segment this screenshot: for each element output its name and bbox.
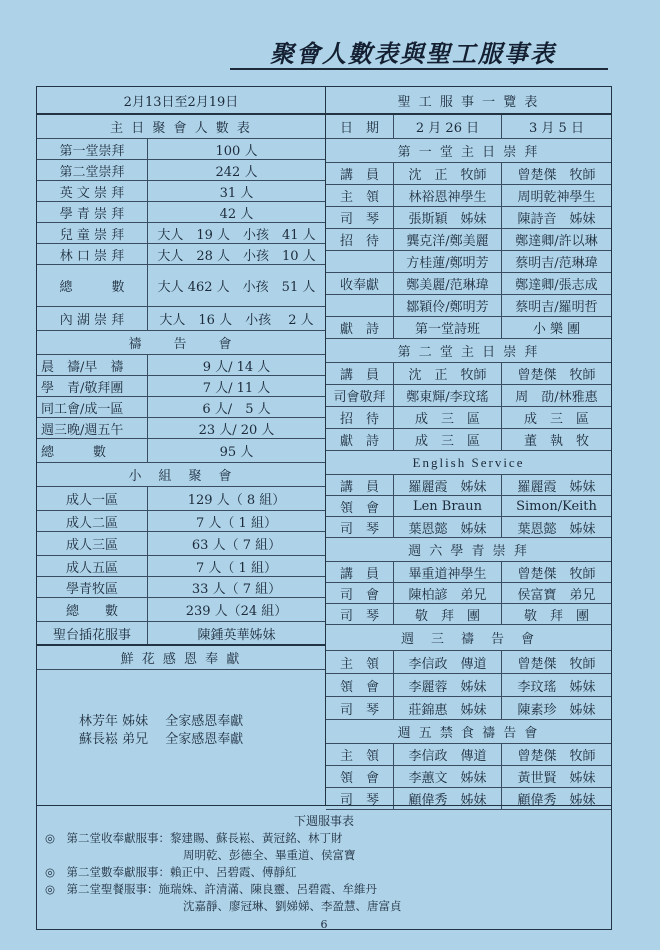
service-role: 司 琴 [339, 702, 379, 718]
date-range: 2月13日至2月19日 [123, 94, 239, 110]
group-count: 63 人（ 7 組） [147, 532, 325, 555]
service-week2: Simon/Keith [501, 496, 611, 516]
service-week2: 周明乾神學生 [501, 185, 611, 206]
second-section-header: 第 二 堂 主 日 崇 拜 [397, 345, 540, 360]
sunday-count: 大人 28 人 小孩 10 人 [147, 244, 325, 264]
fri-section-header: 週 五 禁 食 禱 告 會 [397, 726, 540, 741]
page-number: 6 [320, 918, 328, 931]
second-service-row [326, 385, 611, 407]
prayer-name: 總 數 [41, 445, 107, 460]
group-count: 7 人（ 1 組） [147, 556, 325, 576]
service-week1: 李蕙文 姊妹 [393, 766, 501, 787]
first-service-row [326, 229, 611, 251]
sunday-row [37, 139, 325, 160]
prayer-count: 95 人 [147, 439, 325, 462]
group-name: 成人三區 [65, 538, 118, 553]
sunday-row [37, 223, 325, 244]
flower-offering-line: 蘇長崧 弟兄 全家感恩奉獻 [79, 732, 244, 747]
next-week-line: 沈嘉靜、廖冠琳、劉娣娣、李盈慧、唐富貞 [45, 899, 402, 913]
service-week2: 小 樂 團 [501, 317, 611, 338]
group-name: 成人一區 [65, 493, 118, 508]
service-week1: 張斯穎 姊妹 [393, 207, 501, 228]
service-week2: 曾楚傑 牧師 [501, 562, 611, 582]
group-count: 129 人（ 8 組） [147, 487, 325, 510]
service-column [326, 87, 611, 810]
english-service-row [326, 475, 611, 496]
service-week2: 蔡明吉/范琳瑋 [501, 251, 611, 272]
service-role: 司 會 [339, 587, 379, 603]
service-role: 主 領 [339, 656, 379, 672]
youth-service-row [326, 583, 611, 604]
service-role: 獻 詩 [339, 434, 379, 449]
prayer-name: 學 青/敬拜團 [41, 380, 124, 396]
group-header-row [37, 463, 325, 487]
date-week1: 2 月 26 日 [393, 115, 501, 138]
second-service-row [326, 429, 611, 451]
service-role: 司 琴 [339, 212, 379, 227]
first-service-row [326, 295, 611, 317]
prayer-header-row [37, 331, 325, 355]
service-role [326, 295, 393, 316]
prayer-count: 6 人/ 5 人 [147, 397, 325, 417]
prayer-meeting-table [37, 355, 325, 463]
group-name: 學青牧區 [65, 581, 118, 597]
small-group-header: 小 組 聚 會 [128, 469, 234, 484]
service-week2: 顧偉秀 姊妹 [501, 788, 611, 809]
service-week2: 董 執 牧 [501, 429, 611, 450]
sunday-count: 大人 462 人 小孩 51 人 [147, 265, 325, 306]
first-section-header: 第 一 堂 主 日 崇 拜 [397, 145, 540, 160]
sunday-name: 兒 童 崇 拜 [59, 227, 125, 243]
service-role: 收奉獻 [339, 278, 379, 293]
service-week2: 敬 拜 團 [501, 604, 611, 624]
sunday-count: 31 人 [147, 181, 325, 201]
service-week2: 周 劭/林雅惠 [501, 385, 611, 406]
first-service-row [326, 251, 611, 273]
service-role: 講 員 [339, 368, 379, 383]
sunday-name: 第二堂崇拜 [59, 164, 125, 180]
service-week1: 葉恩懿 姊妹 [393, 517, 501, 537]
flower-service-row [37, 622, 325, 646]
youth-section-header: 週 六 學 青 崇 拜 [408, 544, 529, 559]
first-service-row [326, 317, 611, 339]
small-group-table [37, 487, 325, 622]
service-role: 領 會 [339, 771, 379, 786]
service-week1: 方桂蓮/鄭明芳 [393, 251, 501, 272]
prayer-row [37, 376, 325, 397]
sunday-name: 英 文 崇 拜 [59, 185, 125, 201]
service-week1: 成 三 區 [393, 429, 501, 450]
service-week1: 鄭東輝/李玟瑤 [393, 385, 501, 406]
date-label: 日 期 [339, 121, 379, 136]
first-service-row [326, 207, 611, 229]
sunday-header-row [37, 115, 325, 139]
sunday-name: 第一堂崇拜 [59, 143, 125, 159]
sunday-name: 總 數 [59, 280, 125, 295]
service-week2: 黃世賢 姊妹 [501, 766, 611, 787]
prayer-row [37, 439, 325, 463]
service-sections [326, 139, 611, 810]
prayer-count: 23 人/ 20 人 [147, 418, 325, 438]
prayer-row [37, 418, 325, 439]
service-week2: 陳詩音 姊妹 [501, 207, 611, 228]
fri-service-row [326, 766, 611, 788]
service-week1: 第一堂詩班 [393, 317, 501, 338]
service-week1: 林裕恩神學生 [393, 185, 501, 206]
service-week1: 李信政 傳道 [393, 651, 501, 673]
wed-header-row [326, 625, 611, 651]
wed-service-row [326, 697, 611, 720]
group-row [37, 532, 325, 556]
prayer-row [37, 397, 325, 418]
service-week2: 成 三 區 [501, 407, 611, 428]
english-section-header: English Service [412, 454, 525, 470]
service-week2: 葉恩懿 姊妹 [501, 517, 611, 537]
group-name: 成人五區 [65, 560, 118, 576]
fri-header-row [326, 720, 611, 744]
group-row [37, 556, 325, 577]
next-week-line: ◎ 第二堂聖餐服事：施瑞姝、許清滿、陳良靈、呂碧霞、牟維丹 [45, 882, 378, 896]
sunday-count: 大人 19 人 小孩 41 人 [147, 223, 325, 243]
service-week1: 鄭美麗/范琳瑋 [393, 273, 501, 294]
service-week2: 鄭達卿/張志成 [501, 273, 611, 294]
service-role: 講 員 [339, 168, 379, 183]
service-week1: 莊錦惠 姊妹 [393, 697, 501, 719]
service-week1: 敬 拜 團 [393, 604, 501, 624]
prayer-name: 晨 禱/早 禱 [41, 359, 124, 375]
service-week2: 鄭達卿/許以琳 [501, 229, 611, 250]
service-role: 領 會 [339, 500, 379, 516]
service-role: 獻 詩 [339, 322, 379, 337]
service-week1: 沈 正 牧師 [393, 363, 501, 384]
wed-service-row [326, 674, 611, 697]
service-week1: 龔克洋/鄭美麗 [393, 229, 501, 250]
service-week1: 陳柏諺 弟兄 [393, 583, 501, 603]
sunday-row [37, 307, 325, 331]
sunday-name: 學 青 崇 拜 [59, 206, 125, 222]
prayer-row [37, 355, 325, 376]
service-role: 司 琴 [339, 608, 379, 624]
service-week2: 李玟瑤 姊妹 [501, 674, 611, 696]
prayer-name: 週三晚/週五午 [41, 422, 124, 438]
sunday-attendance-header: 主 日 聚 會 人 數 表 [110, 121, 252, 136]
service-week2: 蔡明吉/羅明哲 [501, 295, 611, 316]
thanks-header-row [37, 646, 325, 670]
date-week2: 3 月 5 日 [501, 115, 611, 138]
second-service-row [326, 407, 611, 429]
group-row [37, 577, 325, 598]
flower-offering-line: 林芳年 姊妹 全家感恩奉獻 [79, 714, 244, 729]
prayer-count: 7 人/ 11 人 [147, 376, 325, 396]
group-count: 239 人（24 組） [147, 598, 325, 621]
sunday-row [37, 202, 325, 223]
service-role: 招 待 [339, 234, 379, 249]
schedule-frame [36, 86, 612, 930]
service-role: 領 會 [339, 679, 379, 695]
group-row [37, 511, 325, 532]
sunday-count: 大人 16 人 小孩 2 人 [147, 307, 325, 330]
first-service-row [326, 273, 611, 295]
service-week1: 成 三 區 [393, 407, 501, 428]
sunday-row [37, 265, 325, 307]
service-role: 司會敬拜 [333, 390, 386, 405]
youth-service-row [326, 604, 611, 625]
sunday-count: 100 人 [147, 139, 325, 159]
service-week1: Len Braun [393, 496, 501, 516]
service-week1: 羅麗霞 姊妹 [393, 475, 501, 495]
service-week2: 曾楚傑 牧師 [501, 651, 611, 673]
service-role: 講 員 [339, 566, 379, 582]
wed-section-header: 週 三 禱 告 會 [400, 632, 536, 647]
service-week2: 曾楚傑 牧師 [501, 744, 611, 765]
service-role: 講 員 [339, 479, 379, 495]
prayer-name: 同工會/成一區 [41, 401, 124, 417]
service-role: 主 領 [339, 749, 379, 764]
flower-service-value: 陳鍾英華姊妹 [147, 622, 325, 644]
first-header-row [326, 139, 611, 163]
sunday-row [37, 244, 325, 265]
sunday-count: 42 人 [147, 202, 325, 222]
next-week-line: ◎ 第二堂收奉獻服事：黎建賜、蘇長崧、黃冠銘、林丁財 [45, 831, 343, 845]
service-week1: 沈 正 牧師 [393, 163, 501, 184]
service-table-header: 聖 工 服 事 一 覽 表 [397, 94, 540, 110]
sunday-attendance-table [37, 139, 325, 331]
english-service-row [326, 517, 611, 538]
service-week2: 曾楚傑 牧師 [501, 163, 611, 184]
page-title: 聚會人數表與聖工服事表 [270, 39, 556, 68]
service-week2: 侯富寶 弟兄 [501, 583, 611, 603]
prayer-meeting-header: 禱 告 會 [128, 337, 234, 352]
sunday-row [37, 160, 325, 181]
group-count: 7 人（ 1 組） [147, 511, 325, 531]
first-service-row [326, 163, 611, 185]
service-week1: 李信政 傳道 [393, 744, 501, 765]
prayer-count: 9 人/ 14 人 [147, 355, 325, 375]
date-range-row [37, 87, 325, 115]
wed-service-row [326, 651, 611, 674]
flower-offering-list [37, 670, 325, 806]
next-week-line: ◎ 第二堂數奉獻服事：賴正中、呂碧霞、傅靜紅 [45, 865, 297, 879]
next-week-line: 周明乾、彭德全、畢重道、侯富寶 [45, 848, 356, 862]
flower-service-label: 聖台插花服事 [52, 627, 131, 643]
service-role: 主 領 [339, 190, 379, 205]
sunday-name: 林 口 崇 拜 [59, 248, 125, 264]
group-row [37, 487, 325, 511]
service-role: 招 待 [339, 412, 379, 427]
group-row [37, 598, 325, 622]
fri-service-row [326, 744, 611, 766]
attendance-column [37, 87, 326, 805]
next-week-schedule [37, 805, 611, 930]
next-week-title: 下週服事表 [293, 814, 354, 828]
sunday-name: 內 湖 崇 拜 [59, 313, 125, 328]
second-header-row [326, 339, 611, 363]
service-week2: 羅麗霞 姊妹 [501, 475, 611, 495]
service-week1: 李麗蓉 姊妹 [393, 674, 501, 696]
english-service-row [326, 496, 611, 517]
service-week1: 畢重道神學生 [393, 562, 501, 582]
sunday-row [37, 181, 325, 202]
sunday-count: 242 人 [147, 160, 325, 180]
youth-header-row [326, 538, 611, 562]
service-week1: 顧偉秀 姊妹 [393, 788, 501, 809]
service-date-row [326, 115, 611, 139]
service-week1: 鄒穎伶/鄭明芳 [393, 295, 501, 316]
service-week2: 陳素珍 姊妹 [501, 697, 611, 719]
first-service-row [326, 185, 611, 207]
group-name: 成人二區 [65, 515, 118, 531]
service-header-row [326, 87, 611, 115]
group-name: 總 數 [65, 604, 118, 619]
english-header-row [326, 451, 611, 475]
second-service-row [326, 363, 611, 385]
title-underline [230, 68, 608, 70]
service-role: 司 琴 [339, 521, 379, 537]
group-count: 33 人（ 7 組） [147, 577, 325, 597]
flower-offering-header: 鮮 花 感 恩 奉 獻 [120, 652, 242, 667]
service-week2: 曾楚傑 牧師 [501, 363, 611, 384]
youth-service-row [326, 562, 611, 583]
service-role [326, 251, 393, 272]
service-role: 司 琴 [339, 793, 379, 808]
